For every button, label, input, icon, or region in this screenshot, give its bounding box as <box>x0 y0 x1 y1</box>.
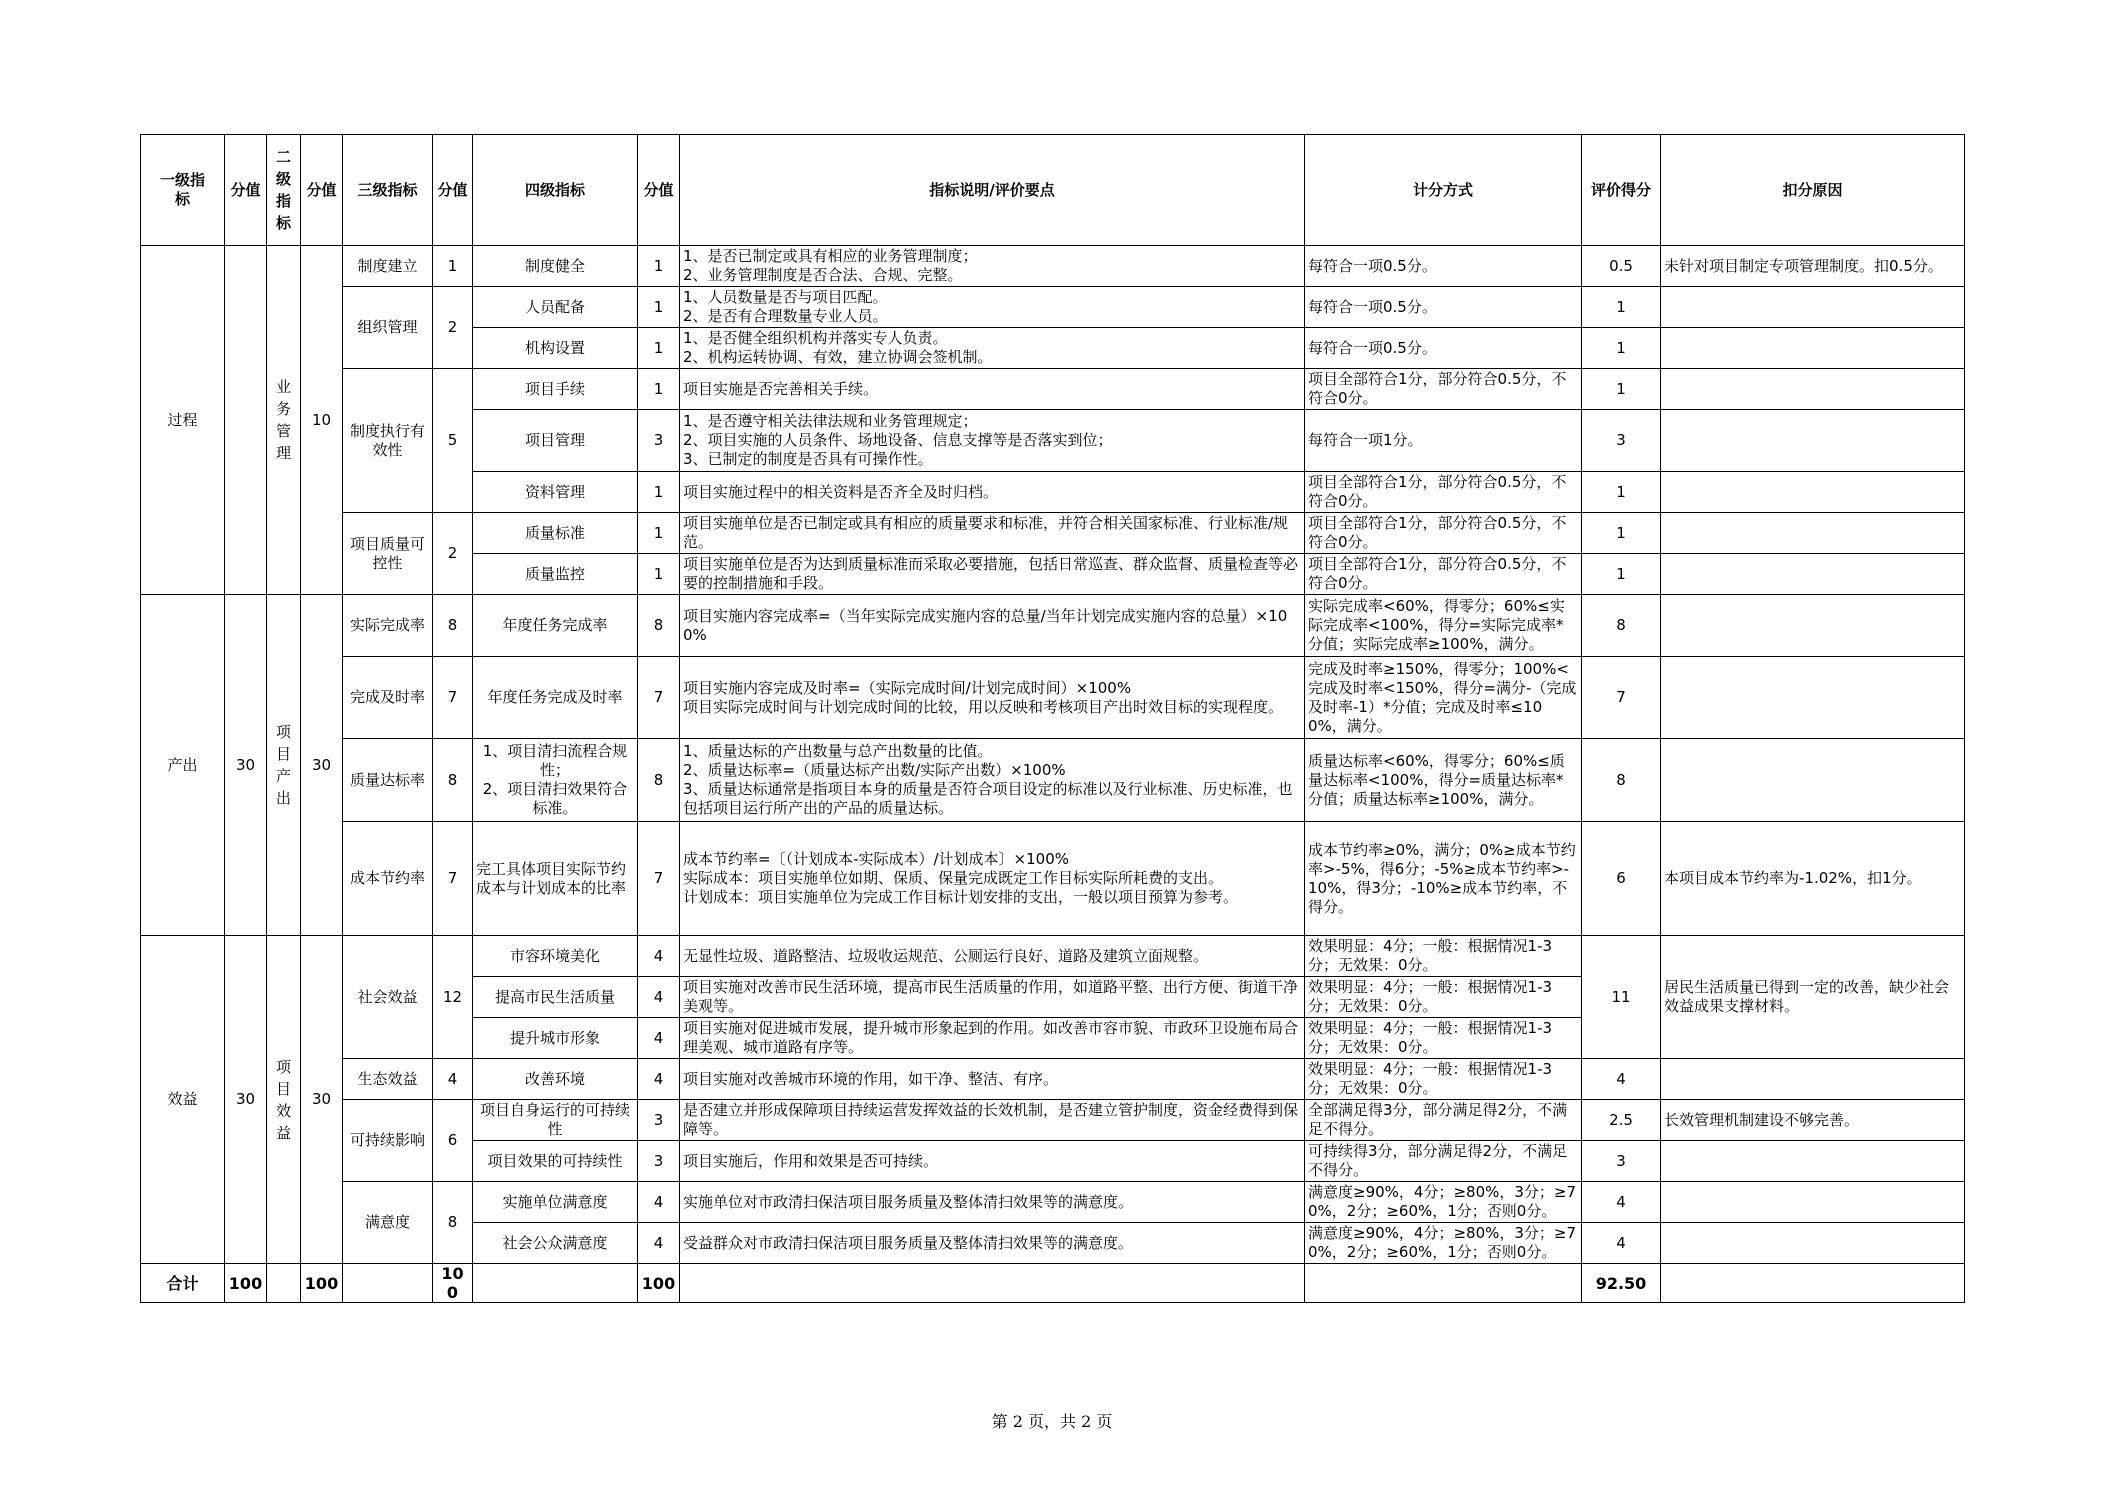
level3-indicator: 制度建立 <box>343 246 433 287</box>
deduction-reason <box>1661 595 1965 657</box>
total-level4-score: 100 <box>638 1264 680 1303</box>
scoring-method: 完成及时率≥150%，得零分；100%<完成及时率<150%，得分=满分-（完成及时率-1）*分值；完成及时率≤100%，满分。 <box>1305 657 1582 739</box>
level4-indicator: 质量监控 <box>473 554 638 595</box>
level3-score: 8 <box>433 595 473 657</box>
level3-score: 7 <box>433 822 473 936</box>
level4-indicator: 完工具体项目实际节约成本与计划成本的比率 <box>473 822 638 936</box>
indicator-description: 项目实施内容完成率=（当年实际完成实施内容的总量/当年计划完成实施内容的总量）×100% <box>680 595 1305 657</box>
scoring-method: 效果明显：4分；一般：根据情况1-3分；无效果：0分。 <box>1305 1059 1582 1100</box>
indicator-description: 1、是否健全组织机构并落实专人负责。 2、机构运转协调、有效，建立协调会签机制。 <box>680 328 1305 369</box>
header-level1: 一级指标 <box>141 135 225 246</box>
scoring-method: 满意度≥90%，4分；≥80%，3分；≥70%，2分；≥60%，1分；否则0分。 <box>1305 1223 1582 1264</box>
level3-score: 8 <box>433 739 473 822</box>
level3-indicator: 组织管理 <box>343 287 433 369</box>
level3-indicator: 满意度 <box>343 1182 433 1264</box>
indicator-description: 项目实施单位是否为达到质量标准而采取必要措施，包括日常巡查、群众监督、质量检查等必要的控制措施和手段。 <box>680 554 1305 595</box>
level4-score: 8 <box>638 595 680 657</box>
total-row <box>141 1264 1965 1303</box>
scoring-method: 项目全部符合1分，部分符合0.5分，不符合0分。 <box>1305 513 1582 554</box>
table-row <box>141 513 1965 554</box>
indicator-description: 项目实施单位是否已制定或具有相应的质量要求和标准，并符合相关国家标准、行业标准/规范。 <box>680 513 1305 554</box>
level4-indicator: 年度任务完成及时率 <box>473 657 638 739</box>
level4-indicator: 制度健全 <box>473 246 638 287</box>
level4-indicator: 市容环境美化 <box>473 936 638 977</box>
indicator-description: 受益群众对市政清扫保洁项目服务质量及整体清扫效果等的满意度。 <box>680 1223 1305 1264</box>
level4-score: 4 <box>638 1223 680 1264</box>
deduction-reason <box>1661 287 1965 328</box>
evaluation-score: 1 <box>1582 328 1661 369</box>
deduction-reason <box>1661 1182 1965 1223</box>
level2-score: 30 <box>301 595 343 936</box>
header-evaluation-score: 评价得分 <box>1582 135 1661 246</box>
scoring-method: 项目全部符合1分，部分符合0.5分，不符合0分。 <box>1305 472 1582 513</box>
indicator-description: 项目实施对改善城市环境的作用，如干净、整洁、有序。 <box>680 1059 1305 1100</box>
empty-cell <box>680 1264 1305 1303</box>
level3-score: 4 <box>433 1059 473 1100</box>
indicator-description: 1、质量达标的产出数量与总产出数量的比值。 2、质量达标率=（质量达标产出数/实际产出数）×100% 3、质量达标通常是指项目本身的质量是否符合项目设定的标准以及行业标准、历史标准，也包括项目运行所产出的产品的质量达标。 <box>680 739 1305 822</box>
level3-score: 12 <box>433 936 473 1059</box>
deduction-reason <box>1661 1141 1965 1182</box>
indicator-description: 1、是否已制定或具有相应的业务管理制度； 2、业务管理制度是否合法、合规、完整。 <box>680 246 1305 287</box>
header-score: 分值 <box>301 135 343 246</box>
level4-score: 4 <box>638 936 680 977</box>
level4-score: 1 <box>638 513 680 554</box>
indicator-description: 项目实施过程中的相关资料是否齐全及时归档。 <box>680 472 1305 513</box>
evaluation-score: 2.5 <box>1582 1100 1661 1141</box>
evaluation-score: 4 <box>1582 1223 1661 1264</box>
table-row <box>141 822 1965 936</box>
level2-score: 10 <box>301 246 343 595</box>
level4-indicator: 改善环境 <box>473 1059 638 1100</box>
performance-evaluation-table <box>140 134 1965 1303</box>
indicator-description: 项目实施对改善市民生活环境，提高市民生活质量的作用，如道路平整、出行方便、街道干净美观等。 <box>680 977 1305 1018</box>
level2-score: 30 <box>301 936 343 1264</box>
table-row <box>141 657 1965 739</box>
evaluation-score: 1 <box>1582 554 1661 595</box>
level4-score: 3 <box>638 1141 680 1182</box>
header-level2: 二级指标 <box>267 135 301 246</box>
level4-indicator: 社会公众满意度 <box>473 1223 638 1264</box>
evaluation-score: 6 <box>1582 822 1661 936</box>
level4-indicator: 实施单位满意度 <box>473 1182 638 1223</box>
scoring-method: 效果明显：4分；一般：根据情况1-3分；无效果：0分。 <box>1305 936 1582 977</box>
level4-indicator: 资料管理 <box>473 472 638 513</box>
scoring-method: 效果明显：4分；一般：根据情况1-3分；无效果：0分。 <box>1305 1018 1582 1059</box>
level4-indicator: 机构设置 <box>473 328 638 369</box>
level3-score: 2 <box>433 287 473 369</box>
header-score: 分值 <box>638 135 680 246</box>
indicator-description: 1、是否遵守相关法律法规和业务管理规定； 2、项目实施的人员条件、场地设备、信息支撑等是否落实到位； 3、已制定的制度是否具有可操作性。 <box>680 410 1305 472</box>
evaluation-score: 0.5 <box>1582 246 1661 287</box>
level4-score: 3 <box>638 1100 680 1141</box>
evaluation-score: 3 <box>1582 410 1661 472</box>
level2-business-management: 业务管理 <box>267 246 301 595</box>
total-level2-score: 100 <box>301 1264 343 1303</box>
evaluation-score: 8 <box>1582 739 1661 822</box>
deduction-reason: 未针对项目制定专项管理制度。扣0.5分。 <box>1661 246 1965 287</box>
level4-indicator: 项目手续 <box>473 369 638 410</box>
empty-cell <box>343 1264 433 1303</box>
level3-indicator: 质量达标率 <box>343 739 433 822</box>
scoring-method: 每符合一项0.5分。 <box>1305 287 1582 328</box>
level4-score: 1 <box>638 246 680 287</box>
deduction-reason <box>1661 513 1965 554</box>
scoring-method: 每符合一项1分。 <box>1305 410 1582 472</box>
table-row <box>141 1100 1965 1141</box>
level4-indicator: 项目管理 <box>473 410 638 472</box>
table-row <box>141 739 1965 822</box>
deduction-reason: 本项目成本节约率为-1.02%，扣1分。 <box>1661 822 1965 936</box>
scoring-method: 项目全部符合1分，部分符合0.5分，不符合0分。 <box>1305 554 1582 595</box>
header-deduction-reason: 扣分原因 <box>1661 135 1965 246</box>
level4-indicator: 1、项目清扫流程合规性； 2、项目清扫效果符合标准。 <box>473 739 638 822</box>
level4-score: 8 <box>638 739 680 822</box>
level3-score: 6 <box>433 1100 473 1182</box>
scoring-method: 可持续得3分，部分满足得2分，不满足不得分。 <box>1305 1141 1582 1182</box>
level2-project-benefit: 项目效益 <box>267 936 301 1264</box>
header-score: 分值 <box>225 135 267 246</box>
deduction-reason <box>1661 1059 1965 1100</box>
deduction-reason: 居民生活质量已得到一定的改善，缺少社会效益成果支撑材料。 <box>1661 936 1965 1059</box>
empty-cell <box>1305 1264 1582 1303</box>
evaluation-score: 1 <box>1582 513 1661 554</box>
level3-indicator: 完成及时率 <box>343 657 433 739</box>
level4-score: 7 <box>638 822 680 936</box>
level1-output: 产出 <box>141 595 225 936</box>
evaluation-score: 3 <box>1582 1141 1661 1182</box>
evaluation-score: 1 <box>1582 287 1661 328</box>
header-row <box>141 135 1965 246</box>
table-row <box>141 369 1965 410</box>
evaluation-score: 1 <box>1582 472 1661 513</box>
scoring-method: 实际完成率<60%，得零分；60%≤实际完成率<100%，得分=实际完成率*分值；实际完成率≥100%，满分。 <box>1305 595 1582 657</box>
level4-indicator: 提高市民生活质量 <box>473 977 638 1018</box>
level4-score: 1 <box>638 472 680 513</box>
level3-score: 1 <box>433 246 473 287</box>
deduction-reason <box>1661 554 1965 595</box>
level1-score: 30 <box>225 595 267 936</box>
level4-score: 4 <box>638 977 680 1018</box>
header-scoring-method: 计分方式 <box>1305 135 1582 246</box>
deduction-reason: 长效管理机制建设不够完善。 <box>1661 1100 1965 1141</box>
level2-project-output: 项目产出 <box>267 595 301 936</box>
level3-indicator: 社会效益 <box>343 936 433 1059</box>
table-row <box>141 1059 1965 1100</box>
indicator-description: 项目实施后，作用和效果是否可持续。 <box>680 1141 1305 1182</box>
empty-cell <box>267 1264 301 1303</box>
scoring-method: 满意度≥90%，4分；≥80%，3分；≥70%，2分；≥60%，1分；否则0分。 <box>1305 1182 1582 1223</box>
deduction-reason <box>1661 1223 1965 1264</box>
level3-score: 5 <box>433 369 473 513</box>
table-row <box>141 246 1965 287</box>
page-number: 第 2 页，共 2 页 <box>991 1412 1113 1431</box>
level4-indicator: 项目自身运行的可持续性 <box>473 1100 638 1141</box>
table-row <box>141 287 1965 328</box>
level3-score: 7 <box>433 657 473 739</box>
deduction-reason <box>1661 328 1965 369</box>
evaluation-score: 8 <box>1582 595 1661 657</box>
level4-indicator: 项目效果的可持续性 <box>473 1141 638 1182</box>
empty-cell <box>1661 1264 1965 1303</box>
total-level1-score: 100 <box>225 1264 267 1303</box>
header-level4: 四级指标 <box>473 135 638 246</box>
header-description: 指标说明/评价要点 <box>680 135 1305 246</box>
deduction-reason <box>1661 369 1965 410</box>
deduction-reason <box>1661 739 1965 822</box>
evaluation-score: 11 <box>1582 936 1661 1059</box>
indicator-description: 实施单位对市政清扫保洁项目服务质量及整体清扫效果等的满意度。 <box>680 1182 1305 1223</box>
deduction-reason <box>1661 410 1965 472</box>
header-score: 分值 <box>433 135 473 246</box>
indicator-description: 项目实施对促进城市发展，提升城市形象起到的作用。如改善市容市貌、市政环卫设施布局合理美观、城市道路有序等。 <box>680 1018 1305 1059</box>
level1-benefit: 效益 <box>141 936 225 1264</box>
evaluation-score: 7 <box>1582 657 1661 739</box>
evaluation-score: 4 <box>1582 1059 1661 1100</box>
header-level3: 三级指标 <box>343 135 433 246</box>
scoring-method: 每符合一项0.5分。 <box>1305 328 1582 369</box>
level4-indicator: 人员配备 <box>473 287 638 328</box>
scoring-method: 效果明显：4分；一般：根据情况1-3分；无效果：0分。 <box>1305 977 1582 1018</box>
table-row <box>141 936 1965 977</box>
level3-score: 8 <box>433 1182 473 1264</box>
level4-score: 1 <box>638 287 680 328</box>
level4-score: 7 <box>638 657 680 739</box>
deduction-reason <box>1661 657 1965 739</box>
level4-score: 3 <box>638 410 680 472</box>
level3-score: 2 <box>433 513 473 595</box>
level4-score: 4 <box>638 1018 680 1059</box>
total-label: 合计 <box>141 1264 225 1303</box>
level3-indicator: 成本节约率 <box>343 822 433 936</box>
indicator-description: 成本节约率=〔（计划成本-实际成本）/计划成本〕×100% 实际成本：项目实施单位如期、保质、保量完成既定工作目标实际所耗费的支出。 计划成本：项目实施单位为完成工作目标计划安排的支出，一般以项目预算为参考。 <box>680 822 1305 936</box>
evaluation-score: 4 <box>1582 1182 1661 1223</box>
level3-indicator: 制度执行有效性 <box>343 369 433 513</box>
evaluation-score: 1 <box>1582 369 1661 410</box>
level3-indicator: 可持续影响 <box>343 1100 433 1182</box>
table-row <box>141 1182 1965 1223</box>
scoring-method: 全部满足得3分，部分满足得2分，不满足不得分。 <box>1305 1100 1582 1141</box>
level4-score: 4 <box>638 1059 680 1100</box>
level1-process: 过程 <box>141 246 225 595</box>
empty-cell <box>473 1264 638 1303</box>
level4-indicator: 质量标准 <box>473 513 638 554</box>
scoring-method: 项目全部符合1分，部分符合0.5分，不符合0分。 <box>1305 369 1582 410</box>
scoring-method: 成本节约率≥0%，满分；0%≥成本节约率>-5%，得6分；-5%≥成本节约率>-10%，得3分；-10%≥成本节约率，不得分。 <box>1305 822 1582 936</box>
deduction-reason <box>1661 472 1965 513</box>
scoring-method: 质量达标率<60%，得零分；60%≤质量达标率<100%，得分=质量达标率*分值；质量达标率≥100%，满分。 <box>1305 739 1582 822</box>
indicator-description: 项目实施是否完善相关手续。 <box>680 369 1305 410</box>
level3-indicator: 生态效益 <box>343 1059 433 1100</box>
level1-score <box>225 246 267 595</box>
scoring-method: 每符合一项0.5分。 <box>1305 246 1582 287</box>
level3-indicator: 项目质量可控性 <box>343 513 433 595</box>
level1-score: 30 <box>225 936 267 1264</box>
level4-score: 1 <box>638 369 680 410</box>
level3-indicator: 实际完成率 <box>343 595 433 657</box>
total-evaluation-score: 92.50 <box>1582 1264 1661 1303</box>
indicator-description: 项目实施内容完成及时率=（实际完成时间/计划完成时间）×100% 项目实际完成时间与计划完成时间的比较，用以反映和考核项目产出时效目标的实现程度。 <box>680 657 1305 739</box>
indicator-description: 无显性垃圾、道路整洁、垃圾收运规范、公厕运行良好、道路及建筑立面规整。 <box>680 936 1305 977</box>
table-row <box>141 595 1965 657</box>
level4-score: 1 <box>638 328 680 369</box>
level4-score: 4 <box>638 1182 680 1223</box>
level4-indicator: 提升城市形象 <box>473 1018 638 1059</box>
total-level3-score: 100 <box>433 1264 473 1303</box>
level4-indicator: 年度任务完成率 <box>473 595 638 657</box>
level4-score: 1 <box>638 554 680 595</box>
indicator-description: 是否建立并形成保障项目持续运营发挥效益的长效机制，是否建立管护制度，资金经费得到保障等。 <box>680 1100 1305 1141</box>
indicator-description: 1、人员数量是否与项目匹配。 2、是否有合理数量专业人员。 <box>680 287 1305 328</box>
